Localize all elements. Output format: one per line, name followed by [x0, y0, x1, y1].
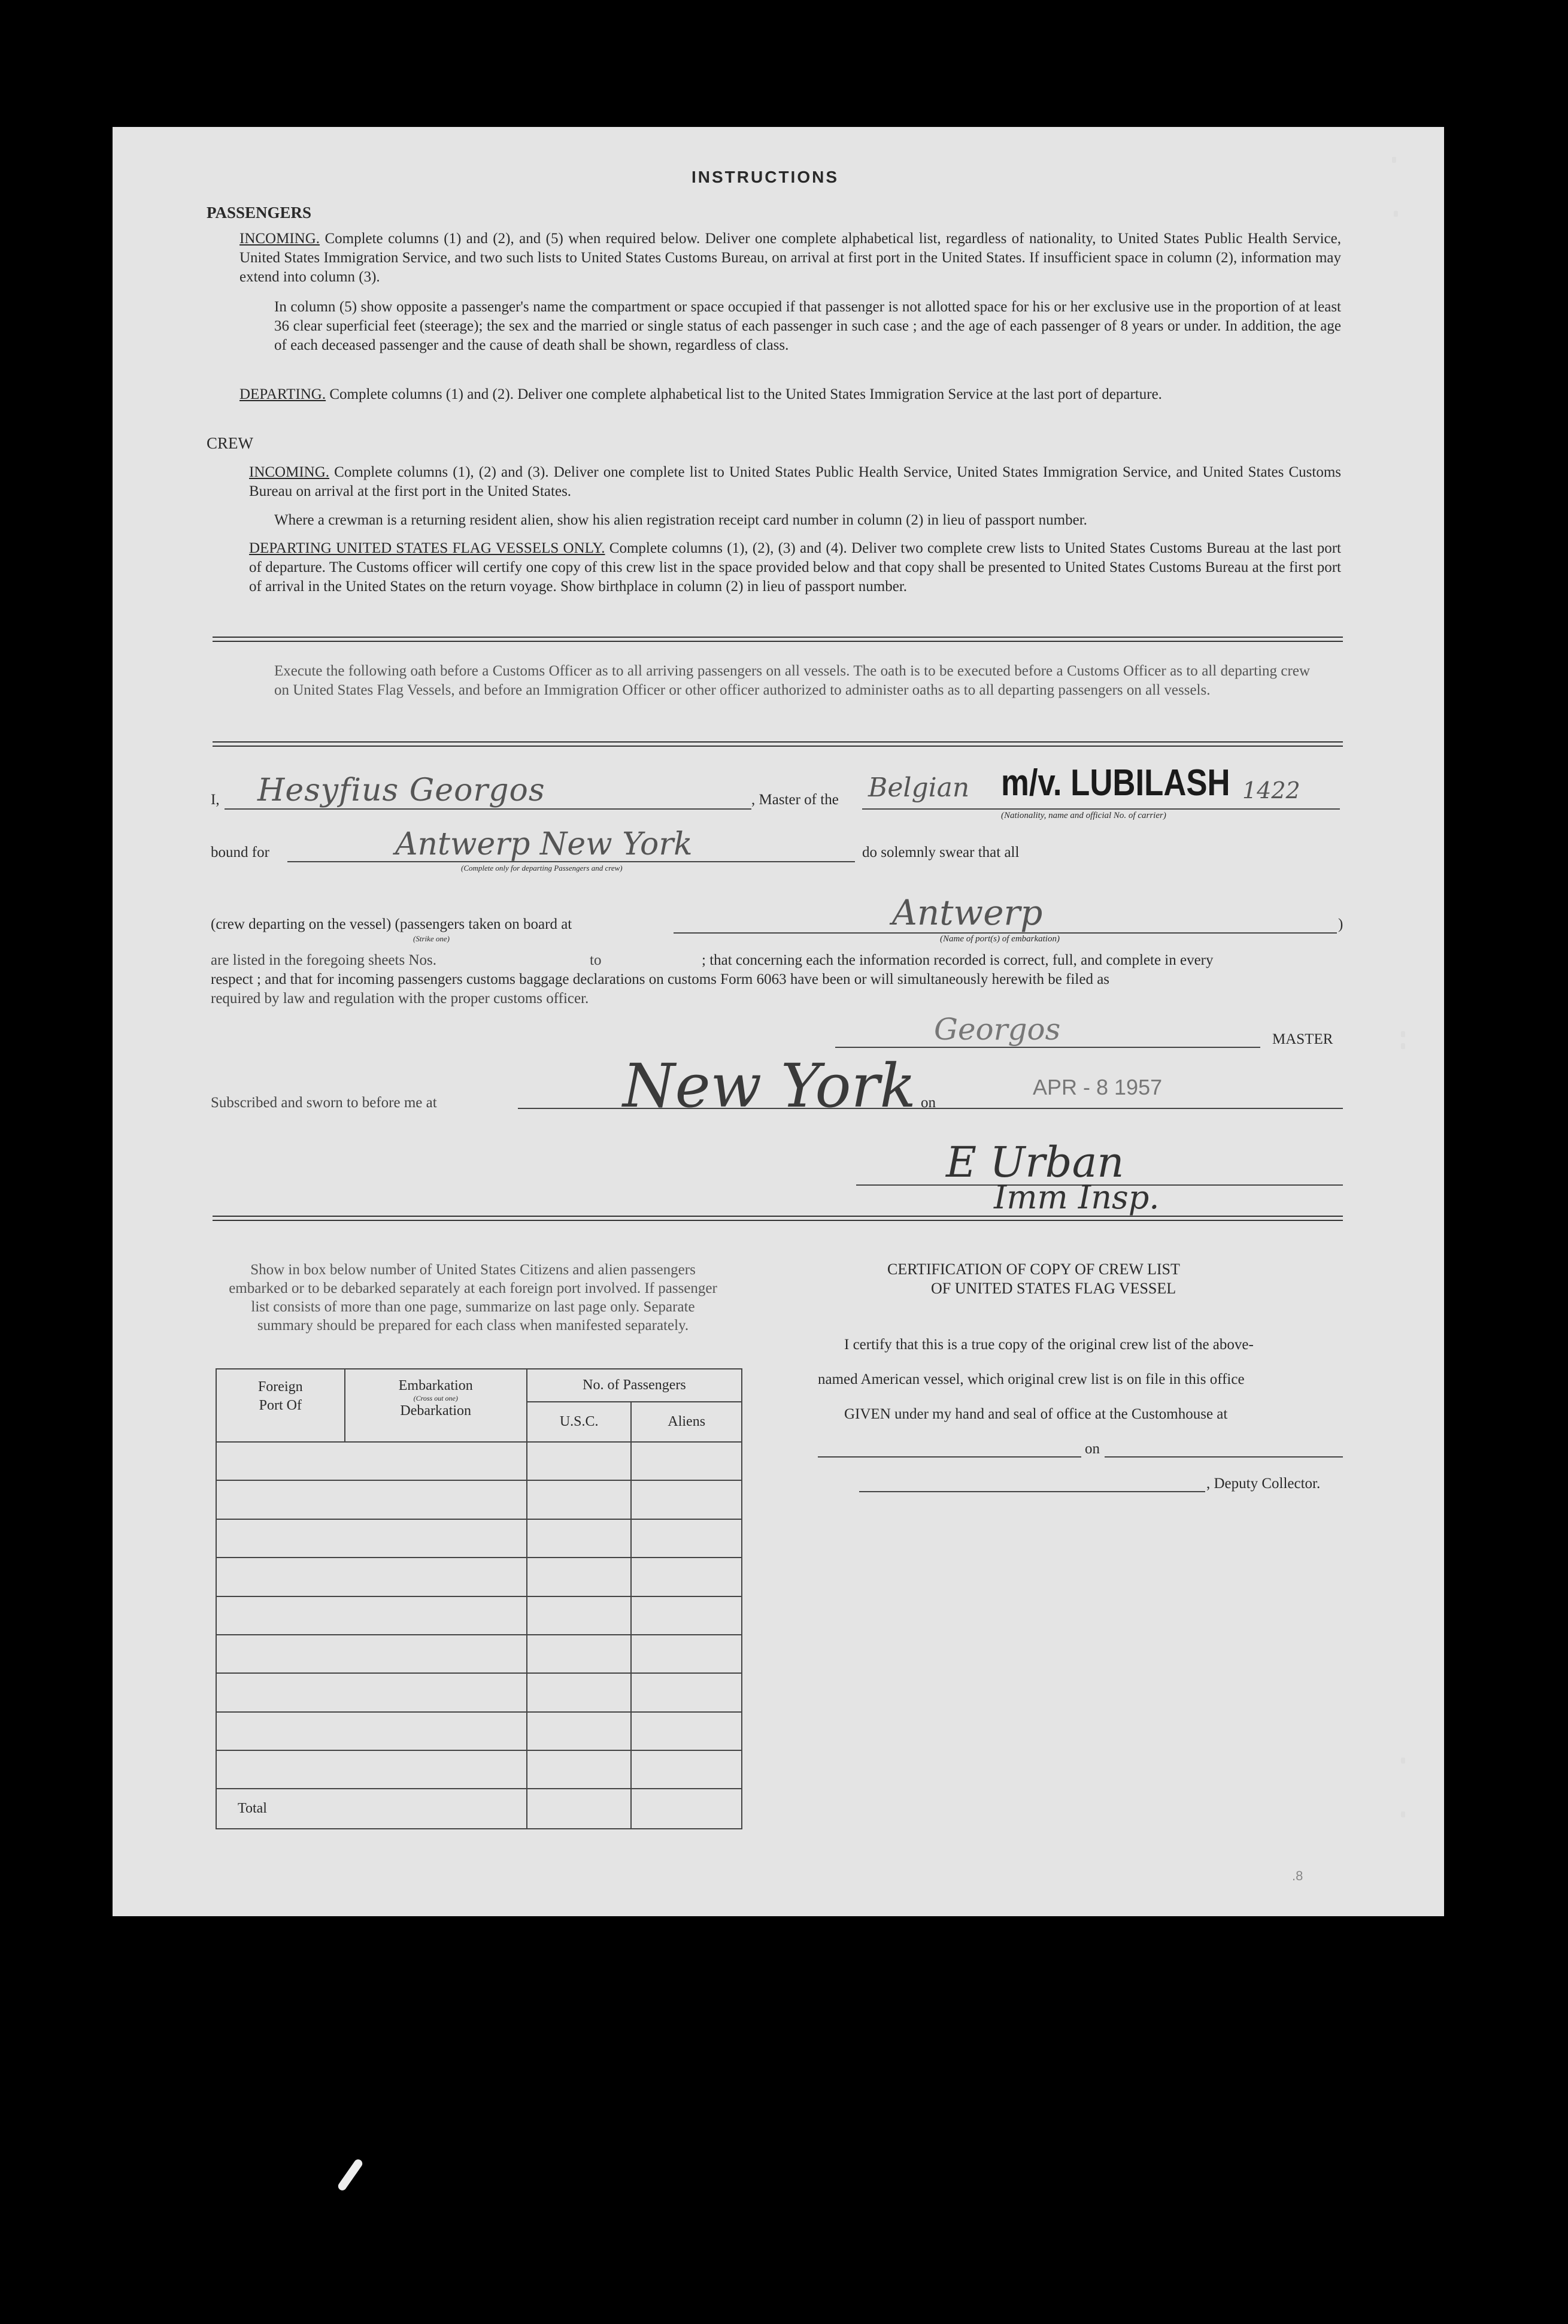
crew-incoming-label: INCOMING.: [249, 464, 330, 480]
vessel-name-stamp: m/v. LUBILASH: [1001, 762, 1230, 804]
crew-departing-text: Complete columns (1), (2), (3) and (4). Deliver two complete crew lists to United States Customs Bureau at the last port of departure. The Customs officer will certify one copy of this crew list in the space provided below and that copy shall be presented to United States Customs Bureau at the first port of arrival in the United States on the return voyage. Show birthplace in column (2) in lieu of passport number.: [249, 540, 1342, 595]
deputy-line: [859, 1491, 1205, 1492]
edge-mark: [1401, 1811, 1405, 1817]
date-stamp: APR - 8 1957: [1033, 1075, 1163, 1099]
crew-departing-phrase: (crew departing on the vessel) (passengers taken on board at: [211, 916, 572, 932]
column5-text: In column (5) show opposite a passenger's name the compartment or space occupied if that passenger is not allotted space for his or her exclusive use in the proportion of at least 36 clear superficial feet (steerage); the sex and the married or single status of each passenger in such case ; and the age of each passenger of 8 years or under. In addition, the age of each deceased passenger and the cause of death shall be shown, regardless of class.: [274, 299, 1341, 353]
oath-intro: Execute the following oath before a Customs Officer as to all arriving passengers on all vessels. The oath is to be executed before a Customs Officer as to all departing crew on United States Flag Vessels, and before an Immigration Officer or other officer authorized to administer oaths as to all departing passengers on all vessels.: [274, 663, 1310, 698]
table-row: [216, 1558, 742, 1596]
master-signature: Georgos: [934, 1012, 1061, 1047]
sheets-text-3: respect ; and that for incoming passengers customs baggage declarations on customs Form 6063 have been or will simultaneously herewith be filed as: [211, 971, 1110, 987]
swear-text: do solemnly swear that all: [862, 844, 1020, 860]
foreign-port-label: Foreign Port Of: [257, 1379, 303, 1413]
incoming-text: Complete columns (1) and (2), and (5) when required below. Deliver one complete alphabetical list, regardless of nationality, to United States Public Health Service, United States Immigration Service, and two such lists to United States Customs Bureau, on arrival at first port in the United States. If insufficient space in column (2), information may extend into column (3).: [239, 231, 1342, 285]
usc-header: U.S.C.: [527, 1402, 632, 1442]
crew-heading: CREW: [207, 434, 253, 452]
edge-mark: [1401, 1758, 1405, 1764]
certification-on-label: on: [1085, 1441, 1100, 1457]
incoming-label: INCOMING.: [239, 231, 320, 247]
certification-line-2: named American vessel, which original crew list is on file in this office: [818, 1371, 1245, 1387]
total-row: [216, 1789, 742, 1829]
subscribed-label: Subscribed and sworn to before me at: [211, 1095, 437, 1111]
certification-line-3: GIVEN under my hand and seal of office at the Customhouse at: [844, 1406, 1228, 1422]
table-row: [216, 1673, 742, 1711]
bound-for-handwritten: Antwerp New York: [395, 826, 693, 862]
instructions-title: INSTRUCTIONS: [692, 168, 839, 186]
table-row: [216, 1480, 742, 1519]
edge-mark: [1392, 157, 1396, 163]
sheets-text-4: required by law and regulation with the proper customs officer.: [211, 990, 589, 1007]
edge-mark: [1394, 211, 1398, 217]
certification-line-1: I certify that this is a true copy of the original crew list of the above-: [844, 1337, 1254, 1353]
vessel-caption: (Nationality, name and official No. of carrier): [1001, 811, 1166, 820]
total-label: Total: [216, 1789, 527, 1829]
on-label: on: [921, 1095, 936, 1111]
vessel-nationality: Belgian: [868, 772, 970, 803]
customhouse-line: [818, 1456, 1081, 1458]
strike-caption: (Strike one): [413, 934, 450, 943]
table-row: [216, 1712, 742, 1750]
oath-i-label: I,: [211, 792, 220, 808]
vessel-line: [862, 808, 1340, 810]
sheets-to: to: [590, 952, 602, 968]
crew-incoming-text: Complete columns (1), (2) and (3). Deliver one complete list to United States Public Health Service, United States Immigration Service, and United States Customs Bureau on arrival at the first port in the United States.: [249, 464, 1342, 499]
sheets-text-2: ; that concerning each the information recorded is correct, full, and complete in every: [702, 952, 1214, 968]
table-row: [216, 1635, 742, 1673]
aliens-header: Aliens: [631, 1402, 742, 1442]
crew-incoming: [249, 463, 1341, 501]
table-row: [216, 1442, 742, 1480]
vessel-number: 1422: [1242, 777, 1300, 804]
certification-title-2: OF UNITED STATES FLAG VESSEL: [931, 1280, 1176, 1297]
table-row: [216, 1519, 742, 1558]
section-divider: [213, 637, 1343, 642]
crew-departing-label: DEPARTING UNITED STATES FLAG VESSELS ONLY.: [249, 540, 605, 556]
embarkation-label: Embarkation: [398, 1378, 473, 1393]
date-line: [1105, 1456, 1343, 1458]
embarkation-header: [345, 1369, 527, 1442]
ports-caption: (Name of port(s) of embarkation): [940, 934, 1060, 944]
section-divider: [213, 741, 1343, 747]
no-passengers-header: No. of Passengers: [527, 1369, 742, 1402]
master-label: MASTER: [1272, 1031, 1333, 1047]
footer-mark: .8: [1292, 1868, 1303, 1883]
edge-mark: [1401, 1031, 1405, 1037]
passengers-departing: [239, 385, 1341, 404]
officer-signature: E Urban: [946, 1138, 1124, 1187]
passengers-incoming: [239, 229, 1341, 287]
master-name-line: [225, 808, 751, 810]
table-row: [216, 1750, 742, 1789]
ports-handwritten: Antwerp: [892, 892, 1043, 933]
bound-for-label: bound for: [211, 844, 269, 860]
master-signature-line: [835, 1047, 1260, 1048]
section-divider: [213, 1216, 1343, 1221]
master-of-label: , Master of the: [751, 792, 839, 808]
edge-mark: [1401, 1043, 1405, 1049]
close-paren: ): [1338, 916, 1343, 932]
crew-resident-text: Where a crewman is a returning resident alien, show his alien registration receipt card number in column (2) in lieu of passport number.: [274, 512, 1087, 528]
summary-instructions: Show in box below number of United States Citizens and alien passengers embarked or to be debarked separately at each foreign port involved. If passenger list consists of more than one page, summarize on last page only. Separate summary should be prepared for each class when manifested separately.: [229, 1262, 717, 1334]
scan-artifact: [336, 2158, 364, 2192]
officer-title: Imm Insp.: [994, 1178, 1160, 1216]
departing-label: DEPARTING.: [239, 386, 326, 402]
bound-caption: (Complete only for departing Passengers and crew): [461, 863, 623, 872]
place-signature: New York: [623, 1051, 916, 1121]
debarkation-label: Debarkation: [400, 1403, 472, 1419]
sheets-text-1: are listed in the foregoing sheets Nos.: [211, 952, 436, 968]
cross-one-label: (Cross out one): [413, 1394, 458, 1402]
passenger-summary-table: [216, 1368, 742, 1829]
departing-text: Complete columns (1) and (2). Deliver one complete alphabetical list to the United States Immigration Service at the last port of departure.: [329, 386, 1162, 402]
certification-title-1: CERTIFICATION OF COPY OF CREW LIST: [887, 1261, 1180, 1278]
table-row: [216, 1596, 742, 1635]
passengers-heading: PASSENGERS: [207, 204, 312, 222]
foreign-port-header: [216, 1369, 345, 1442]
crew-departing: [249, 539, 1341, 596]
master-name-handwritten: Hesyfius Georgos: [257, 772, 545, 808]
deputy-label: , Deputy Collector.: [1206, 1475, 1321, 1492]
